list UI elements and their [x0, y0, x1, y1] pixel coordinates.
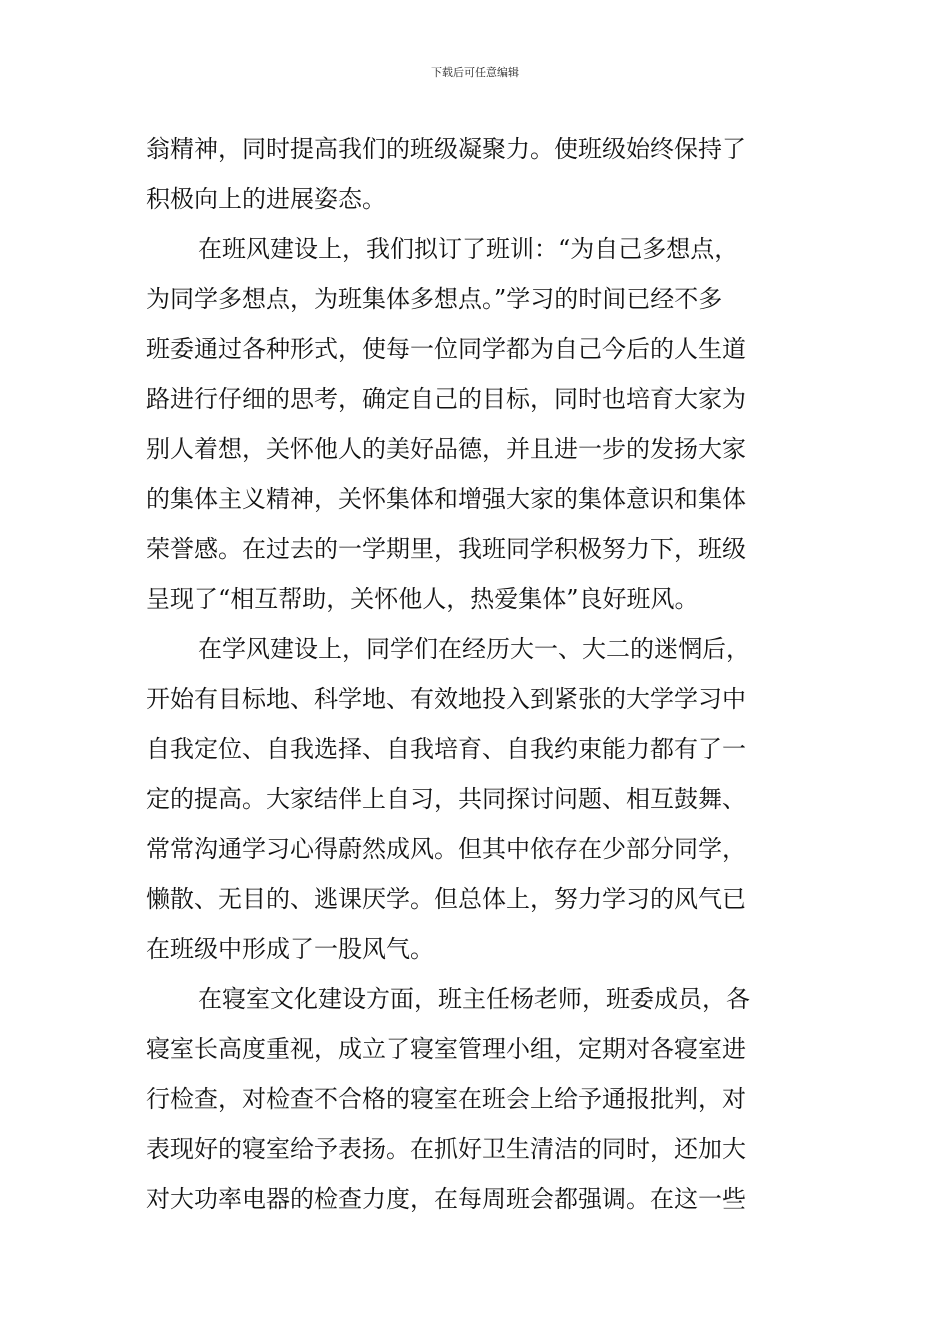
paragraph-start-class-style: 在班风建设上，我们拟订了班训：“为自己多想点， [198, 235, 739, 263]
paragraph-start-study-style: 在学风建设上，同学们在经历大一、大二的迷惘后， [198, 635, 750, 663]
text-line-1: 翁精神，同时提高我们的班级凝聚力。使班级始终保持了 [146, 135, 746, 163]
text-line-14: 定的提高。大家结伴上自习，共同探讨问题、相互鼓舞、 [146, 785, 746, 813]
text-line-10: 呈现了“相互帮助，关怀他人，热爱集体”良好班风。 [146, 585, 699, 613]
text-line-13: 自我定位、自我选择、自我培育、自我约束能力都有了一 [146, 735, 746, 763]
document-body [146, 124, 810, 1224]
paragraph-start-dorm-culture: 在寝室文化建设方面，班主任杨老师，班委成员，各 [198, 985, 750, 1013]
page-header-note: 下载后可任意编辑 [431, 66, 519, 79]
text-line-6: 路进行仔细的思考，确定自己的目标，同时也培育大家为 [146, 385, 746, 413]
text-line-4: 为同学多想点，为班集体多想点。”学习的时间已经不多 [146, 285, 723, 313]
text-line-17: 在班级中形成了一股风气。 [146, 935, 434, 963]
text-line-2: 积极向上的进展姿态。 [146, 185, 386, 213]
text-line-7: 别人着想，关怀他人的美好品德，并且进一步的发扬大家 [146, 435, 746, 463]
text-line-5: 班委通过各种形式，使每一位同学都为自己今后的人生道 [146, 335, 746, 363]
text-line-8: 的集体主义精神，关怀集体和增强大家的集体意识和集体 [146, 485, 746, 513]
text-line-15: 常常沟通学习心得蔚然成风。但其中依存在少部分同学， [146, 835, 746, 863]
text-line-12: 开始有目标地、科学地、有效地投入到紧张的大学学习中 [146, 685, 746, 713]
text-line-21: 表现好的寝室给予表扬。在抓好卫生清洁的同时，还加大 [146, 1135, 746, 1163]
text-line-20: 行检查，对检查不合格的寝室在班会上给予通报批判，对 [146, 1085, 746, 1113]
text-line-16: 懒散、无目的、逃课厌学。但总体上，努力学习的风气已 [146, 885, 746, 913]
text-line-19: 寝室长高度重视，成立了寝室管理小组，定期对各寝室进 [146, 1035, 746, 1063]
text-line-22: 对大功率电器的检查力度，在每周班会都强调。在这一些 [146, 1185, 746, 1213]
text-line-9: 荣誉感。在过去的一学期里，我班同学积极努力下，班级 [146, 535, 746, 563]
